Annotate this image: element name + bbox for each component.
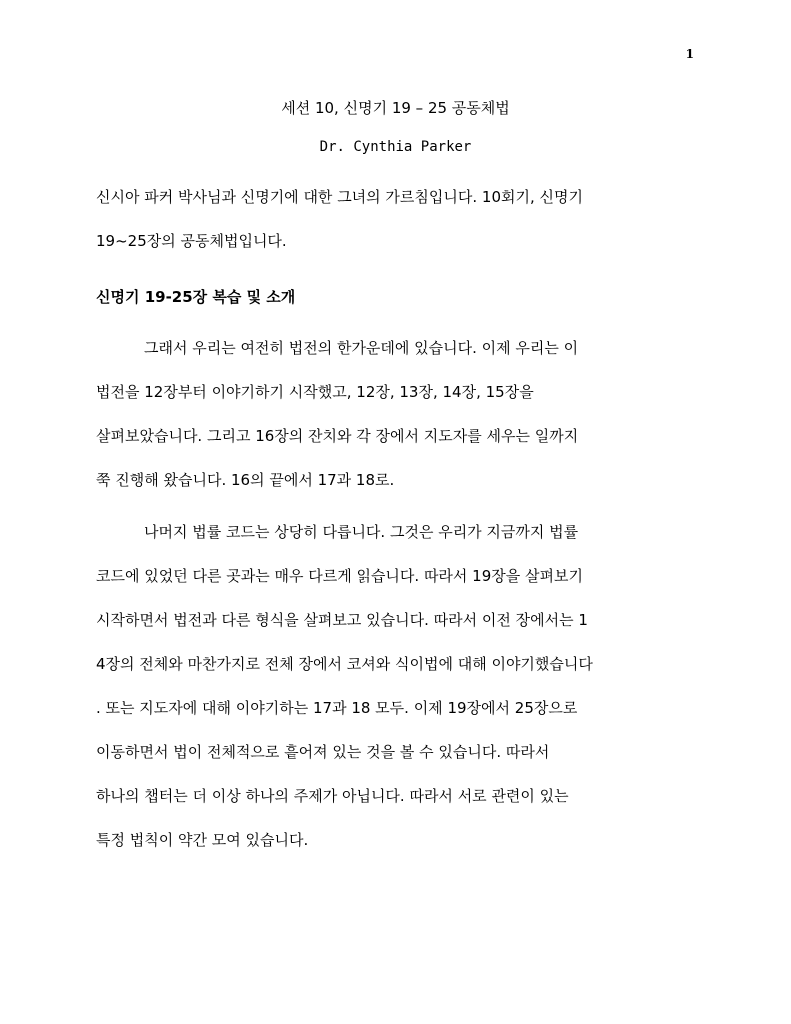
paragraph-line: 쭉 진행해 왔습니다. 16의 끝에서 17과 18로.: [96, 471, 395, 489]
paragraph-line: 특정 법칙이 약간 모여 있습니다.: [96, 831, 309, 849]
document-author: Dr. Cynthia Parker: [319, 139, 472, 155]
paragraph-line: 살펴보았습니다. 그리고 16장의 잔치와 각 장에서 지도자를 세우는 일까지: [96, 427, 579, 445]
paragraph-line: 시작하면서 법전과 다른 형식을 살펴보고 있습니다. 따라서 이전 장에서는 1: [96, 611, 588, 629]
document-title: 세션 10, 신명기 19 – 25 공동체법: [281, 99, 510, 117]
paragraph-line: 법전을 12장부터 이야기하기 시작했고, 12장, 13장, 14장, 15장을: [96, 383, 534, 401]
paragraph-line: 코드에 있었던 다른 곳과는 매우 다르게 읽습니다. 따라서 19장을 살펴보기: [96, 567, 583, 585]
paragraph-line: 하나의 챕터는 더 이상 하나의 주제가 아닙니다. 따라서 서로 관련이 있는: [96, 787, 569, 805]
paragraph-line: . 또는 지도자에 대해 이야기하는 17과 18 모두. 이제 19장에서 25장으로: [96, 699, 578, 717]
intro-line: 신시아 파커 박사님과 신명기에 대한 그녀의 가르침입니다. 10회기, 신명기: [96, 188, 583, 206]
page-number: 1: [685, 47, 694, 61]
paragraph-line: 그래서 우리는 여전히 법전의 한가운데에 있습니다. 이제 우리는 이: [144, 339, 579, 357]
intro-line: 19~25장의 공동체법입니다.: [96, 232, 287, 250]
paragraph-line: 나머지 법률 코드는 상당히 다릅니다. 그것은 우리가 지금까지 법률: [144, 523, 579, 541]
paragraph-line: 4장의 전체와 마찬가지로 전체 장에서 코셔와 식이법에 대해 이야기했습니다: [96, 655, 593, 673]
paragraph-line: 이동하면서 법이 전체적으로 흩어져 있는 것을 볼 수 있습니다. 따라서: [96, 743, 550, 761]
section-heading: 신명기 19-25장 복습 및 소개: [96, 288, 296, 306]
